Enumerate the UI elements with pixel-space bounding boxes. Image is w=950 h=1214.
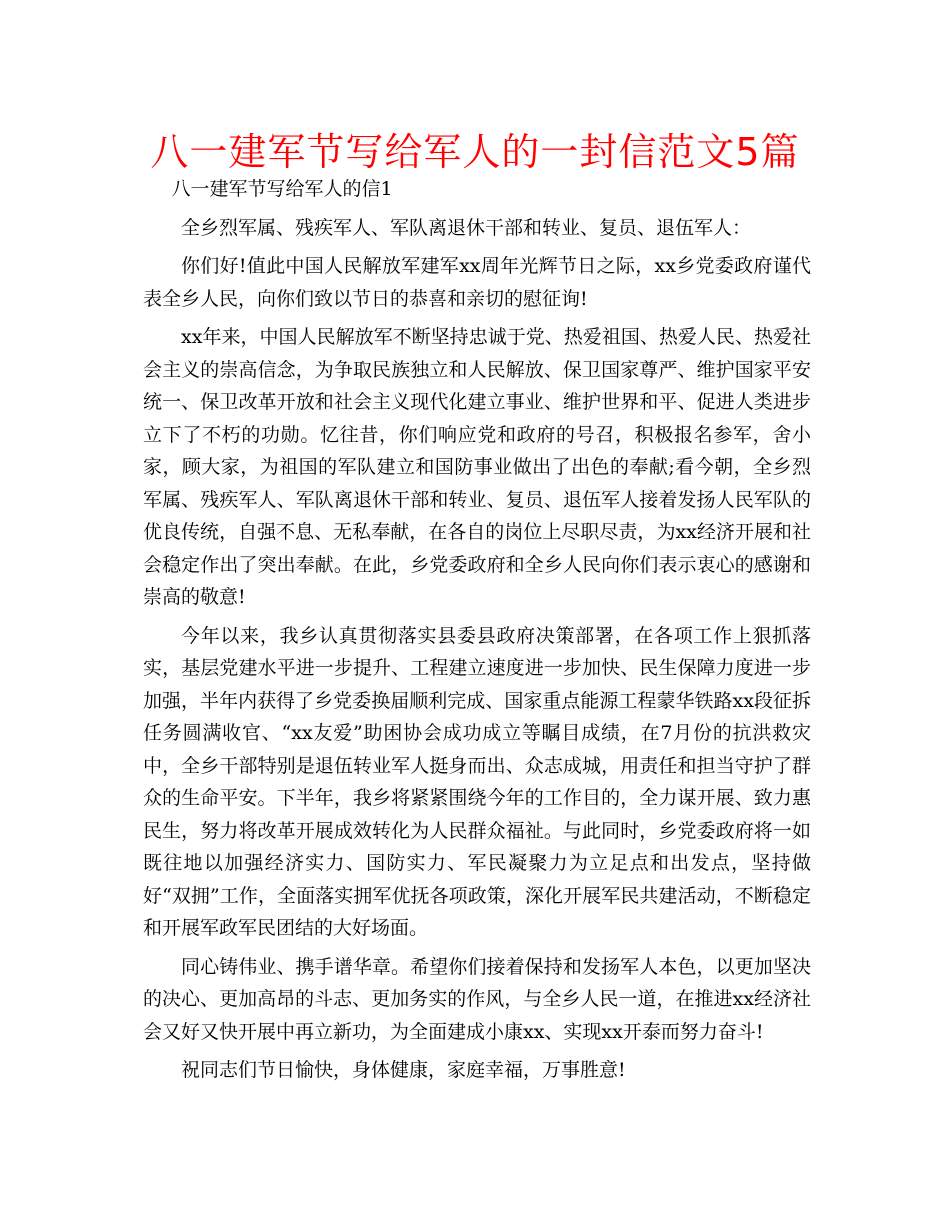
closing-wishes: 祝同志们节日愉快，身体健康，家庭幸福，万事胜意! xyxy=(181,1059,626,1081)
greeting-paragraph: 你们好!值此中国人民解放军建军xx周年光辉节日之际，xx乡党委政府谨代表全乡人民，向你们致以节日的恭喜和亲切的慰征询! xyxy=(143,255,811,310)
hope-paragraph: 同心铸伟业、携手谱华章。希望你们接着保持和发扬军人本色，以更加坚决的决心、更加高昂的斗志、更加务实的作风，与全乡人民一道，在推进xx经济社会又好又快开展中再立新功，为全面建成小康xx、实现xx开泰而努力奋斗! xyxy=(143,955,811,1043)
document-body xyxy=(143,173,811,1087)
document-title: 八一建军节写给军人的一封信范文5篇 xyxy=(150,130,800,174)
letter-subtitle: 八一建军节写给军人的信1 xyxy=(171,178,393,200)
salutation: 全乡烈军属、残疾军人、军队离退休干部和转业、复员、退伍军人： xyxy=(181,216,752,239)
progress-paragraph: 今年以来，我乡认真贯彻落实县委县政府决策部署，在各项工作上狠抓落实，基层党建水平进一步提升、工程建立速度进一步加快、民生保障力度进一步加强，半年内获得了乡党委换届顺利完成、国家重点能源工程蒙华铁路xx段征拆任务圆满收官、“xx友爱”助困协会成功成立等瞩目成绩，在7月份的抗洪救灾中，全乡干部特别是退伍转业军人挺身而出、众志成城，用责任和担当守护了群众的生命平安。下半年，我乡将紧紧围绕今年的工作目的，全力谋开展、致力惠民生，努力将改革开展成效转化为人民群众福祉。与此同时，乡党委政府将一如既往地以加强经济实力、国防实力、军民凝聚力为立足点和出发点，坚持做好“双拥”工作，全面落实拥军优抚各项政策，深化开展军民共建活动，不断稳定和开展军政军民团结的大好场面。 xyxy=(143,624,811,939)
history-paragraph: xx年来，中国人民解放军不断坚持忠诚于党、热爱祖国、热爱人民、热爱社会主义的崇高信念，为争取民族独立和人民解放、保卫国家尊严、维护国家平安统一、保卫改革开放和社会主义现代化建立事业、维护世界和平、促进人类进步立下了不朽的功勋。忆往昔，你们响应党和政府的号召，积极报名参军，舍小家，顾大家，为祖国的军队建立和国防事业做出了出色的奉献;看今朝，全乡烈军属、残疾军人、军队离退休干部和转业、复员、退伍军人接着发扬人民军队的优良传统，自强不息、无私奉献，在各自的岗位上尽职尽责，为xx经济开展和社会稳定作出了突出奉献。在此，乡党委政府和全乡人民向你们表示衷心的感谢和崇高的敬意! xyxy=(143,326,811,608)
